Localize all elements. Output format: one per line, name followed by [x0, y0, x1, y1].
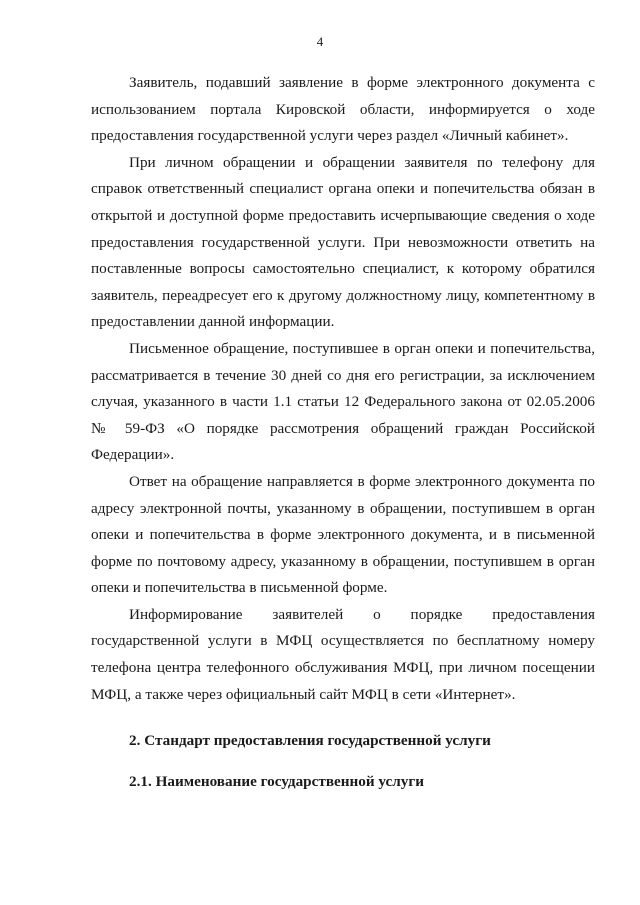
paragraph-personal-cabinet: Заявитель, подавший заявление в форме электронного документа с использованием портала Кировской области, информируется о ходе предоставления государственной услуги через раздел «Личный кабинет». [91, 74, 595, 145]
page-number: 4 [316, 34, 324, 49]
subsection-heading: 2.1. Наименование государственной услуги [129, 772, 425, 790]
section-heading: 2. Стандарт предоставления государственной услуги [129, 732, 491, 750]
paragraph-written-inquiry: Письменное обращение, поступившее в орган опеки и попечительства, рассматривается в течение 30 дней со дня его регистрации, за исключением случая, указанного в части 1.1 статьи 12 Федерального закона от 02.05.2006 № 59-ФЗ «О порядке рассмотрения обращений граждан Российской Федерации». [91, 339, 595, 464]
paragraph-mfc-info: Информирование заявителей о порядке предоставления государственной услуги в МФЦ осуществляется по бесплатному номеру телефона центра телефонного обслуживания МФЦ, при личном посещении МФЦ, а также через официальный сайт МФЦ в сети «Интернет». [91, 605, 595, 703]
paragraph-response: Ответ на обращение направляется в форме электронного документа по адресу электронной почты, указанному в обращении, поступившем в орган опеки и попечительства в форме электронного документа, и в письменной форме по почтовому адресу, указанному в обращении, поступившем в орган опеки и попечительства в письменной форме. [91, 472, 595, 597]
paragraph-personal-inquiry: При личном обращении и обращении заявителя по телефону для справок ответственный специалист органа опеки и попечительства обязан в открытой и доступной форме предоставить исчерпывающие сведения о ходе предоставления государственной услуги. При невозможности ответить на поставленные вопросы самостоятельно специалист, к которому обратился заявитель, переадресует его к другому должностному лицу, компетентному в предоставлении данной информации. [91, 153, 595, 331]
document-body [91, 70, 595, 795]
